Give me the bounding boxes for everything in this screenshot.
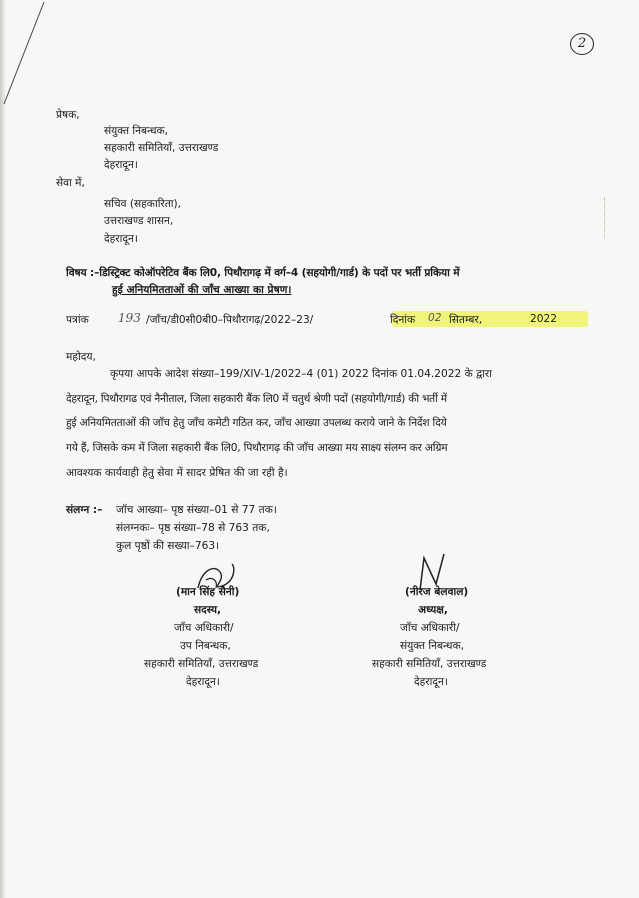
right-signatory-line: सहकारी समितियाँ, उत्तराखण्ड bbox=[372, 658, 487, 670]
left-signatory-name: (मान सिंह सैनी) bbox=[176, 586, 240, 598]
enclosure-line: संलग्नकः– पृष्ठ संख्या–78 से 763 तक, bbox=[116, 522, 270, 534]
right-signatory-name: (नीरज बेलवाल) bbox=[405, 586, 469, 598]
date-highlight bbox=[392, 311, 588, 327]
enclosure-label: संलग्न :– bbox=[66, 504, 103, 516]
left-signatory-line: सदस्य, bbox=[194, 604, 222, 616]
enclosure-line: कुल पृष्ठों की सख्या–763। bbox=[116, 540, 220, 552]
page-edge-shadow bbox=[0, 0, 6, 898]
enclosure-line: जॉच आख्या– पृष्ठ संख्या–01 से 77 तक। bbox=[116, 504, 277, 516]
reference-label: पत्रांक bbox=[66, 314, 89, 326]
recipient-line: देहरादून। bbox=[104, 233, 138, 245]
right-signatory-line: संयुक्त निबन्धक, bbox=[400, 640, 465, 652]
left-signatory-line: देहरादून। bbox=[186, 676, 220, 688]
reference-number: 193 bbox=[118, 311, 141, 325]
body-line: आवश्यक कार्यवाही हेतु सेवा में सादर प्रेषित की जा रही है। bbox=[66, 467, 288, 479]
right-signatory-line: देहरादून। bbox=[414, 676, 448, 688]
right-signatory-line: जाँच अधिकारी/ bbox=[400, 622, 460, 634]
date-month: सितम्बर, bbox=[449, 314, 483, 326]
sender-line: संयुक्त निबन्धक, bbox=[104, 125, 169, 137]
subject-line: विषय :–डिस्ट्रिक्ट कोऑपरेटिव बैंक लि0, पिथौरागढ़ में वर्ग–4 (सहयोगी/गार्ड) के पदों पर भर्ती प्रकिया में bbox=[66, 267, 460, 279]
left-signatory-line: उप निबन्धक, bbox=[180, 640, 231, 652]
right-signatory-line: अध्यक्ष, bbox=[418, 604, 448, 616]
body-line: हुई अनियमितताओं की जाँच हेतु जाँच कमेटी गठित कर, जाँच आख्या उपलब्ध कराये जाने के निर्देश दिये bbox=[66, 417, 447, 429]
left-signatory-line: जाँच अधिकारी/ bbox=[174, 622, 234, 634]
recipient-line: सचिव (सहकारिता), bbox=[104, 198, 182, 210]
date-day: 02 bbox=[428, 312, 442, 324]
page-number: 2 bbox=[570, 33, 594, 55]
body-line: कृपया आपके आदेश संख्या–199/XIV-1/2022–4 (01) 2022 दिनांक 01.04.2022 के द्वारा bbox=[110, 368, 492, 380]
recipient-line: उत्तराखण्ड शासन, bbox=[104, 215, 174, 227]
salutation: महोदय, bbox=[66, 351, 96, 363]
body-line: देहरादून, पिथौरागढ एवं नैनीताल, जिला सहकारी बैंक लि0 में चतुर्थ श्रेणी पदों (सहयोगी/गार्ड) की भर्ती में bbox=[66, 393, 447, 405]
reference-rest: /जाँच/डी0सी0बी0–पिथौरागढ़/2022–23/ bbox=[146, 314, 314, 326]
body-line: गये हैं, जिसके कम में जिला सहकारी बैंक लि0, पिथौरागढ़ की जाँच आख्या मय साक्ष्य संलग्न कर अग्रिम bbox=[66, 442, 448, 454]
recipient-label: सेवा में, bbox=[56, 177, 85, 189]
date-label: दिनांक bbox=[390, 314, 416, 326]
sender-label: प्रेषक, bbox=[56, 109, 80, 121]
sender-line: देहरादून। bbox=[104, 159, 138, 171]
margin-marks bbox=[604, 198, 613, 238]
left-signatory-line: सहकारी समितियाँ, उत्तराखण्ड bbox=[144, 658, 259, 670]
subject-line: हुई अनियमितताओं की जाँच आख्या का प्रेषण। bbox=[112, 284, 292, 296]
date-year: 2022 bbox=[530, 313, 557, 325]
sender-line: सहकारी समितियाँ, उत्तराखण्ड bbox=[104, 142, 219, 154]
scan-fold-line bbox=[0, 0, 60, 110]
